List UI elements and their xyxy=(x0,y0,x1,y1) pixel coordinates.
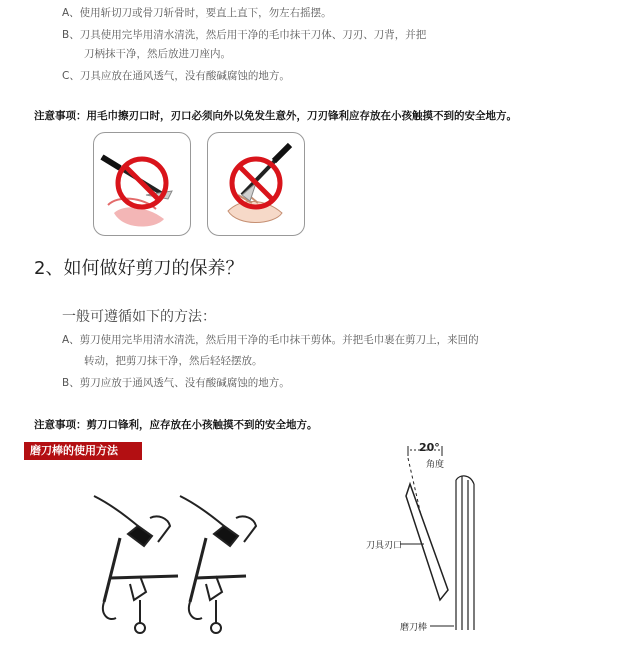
no-hand-blade-icon xyxy=(208,133,304,235)
scissors-method-intro: 一般可遵循如下的方法： xyxy=(62,309,216,325)
sharpening-rod-label: 磨刀棒 xyxy=(400,623,428,633)
sharpening-hand-illustrations xyxy=(80,482,260,642)
knife-safety-note: 注意事项：用毛巾擦刃口时，刃口必须向外以免发生意外，刀刃锋利应存放在小孩触摸不到的安全地方。 xyxy=(34,110,517,122)
knife-tip-a: A、使用斩切刀或骨刀斩骨时，要直上直下，勿左右摇摆。 xyxy=(62,7,332,19)
sharpening-rod-badge: 磨刀棒的使用方法 xyxy=(24,442,142,460)
prohibit-illustration-wipe xyxy=(93,132,191,236)
scissors-tip-b: B、剪刀应放于通风透气、没有酸碱腐蚀的地方。 xyxy=(62,377,290,389)
knife-tip-b-cont: 刀柄抹干净，然后放进刀座内。 xyxy=(84,48,231,60)
blade-edge-label: 刀具刃口 xyxy=(366,541,403,551)
prohibit-illustration-hand xyxy=(207,132,305,236)
angle-value-label: 20° xyxy=(419,441,440,454)
scissors-tip-a: A、剪刀使用完毕用清水清洗，然后用干净的毛巾抹干剪体。并把毛巾裹在剪刀上，来回的 xyxy=(62,334,479,346)
no-wiping-blade-icon xyxy=(94,133,190,235)
sharpening-figure-right xyxy=(180,496,256,633)
sharpening-figure-left xyxy=(94,496,178,633)
scissors-safety-note: 注意事项：剪刀口锋利，应存放在小孩触摸不到的安全地方。 xyxy=(34,419,318,431)
scissors-tip-a-cont: 转动，把剪刀抹干净，然后轻轻摆放。 xyxy=(84,355,263,367)
angle-label: 角度 xyxy=(426,460,445,470)
knife-tip-b: B、刀具使用完毕用清水清洗，然后用干净的毛巾抹干刀体、刀刃、刀背，并把 xyxy=(62,29,427,41)
scissors-section-title: 2、如何做好剪刀的保养？ xyxy=(34,258,244,279)
knife-tip-c: C、刀具应放在通风透气，没有酸碱腐蚀的地方。 xyxy=(62,70,290,82)
